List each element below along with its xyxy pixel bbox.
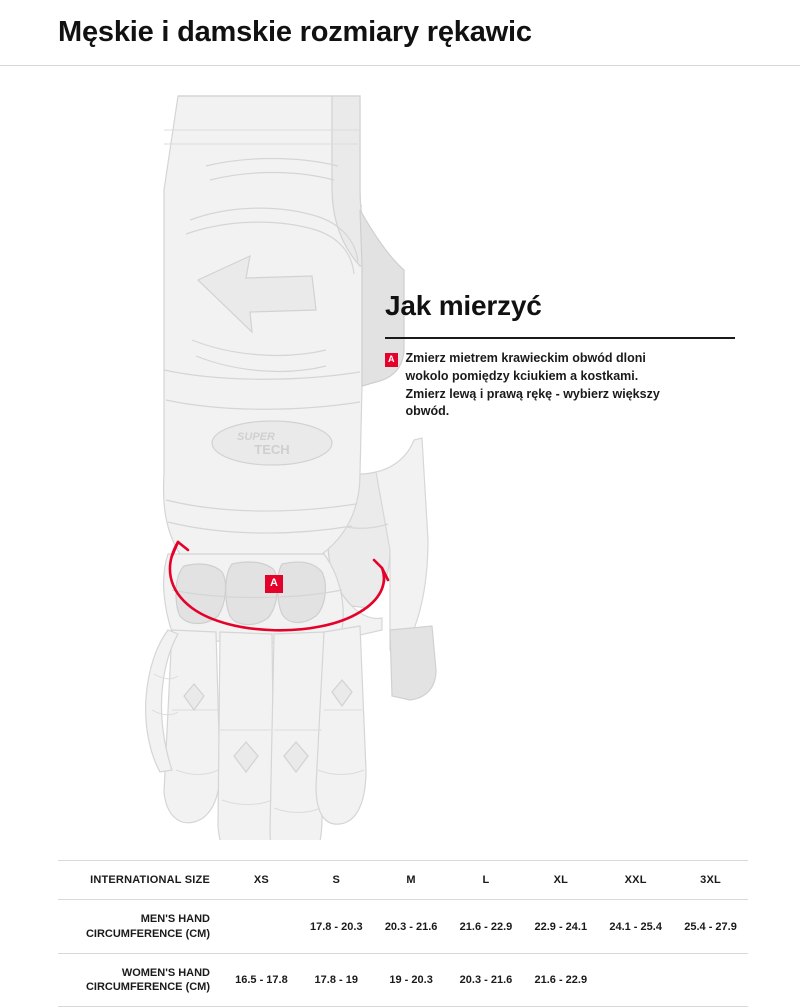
page-header xyxy=(0,0,800,66)
measurement-marker-a: A xyxy=(265,575,283,593)
size-header-m: M xyxy=(374,861,449,900)
glove-logo-line2: TECH xyxy=(254,442,290,457)
mens-value-xs xyxy=(224,900,299,954)
womens-value-3xl xyxy=(673,953,748,1007)
size-header-3xl: 3XL xyxy=(673,861,748,900)
size-header-s: S xyxy=(299,861,374,900)
glove-logo-line1: SUPER xyxy=(237,431,275,443)
glove-drawing xyxy=(60,70,460,840)
womens-value-l: 20.3 - 21.6 xyxy=(449,953,524,1007)
title-underline xyxy=(385,337,735,339)
row-label-international: INTERNATIONAL SIZE xyxy=(58,861,224,900)
row-label-mens-line1: MEN'S HAND xyxy=(140,913,210,926)
size-header-xxl: XXL xyxy=(598,861,673,900)
how-to-measure-text xyxy=(406,350,660,421)
glove-illustration xyxy=(60,70,460,840)
row-label-womens-line1: WOMEN'S HAND xyxy=(121,966,210,979)
table-row-mens xyxy=(58,900,748,954)
mens-value-3xl: 25.4 - 27.9 xyxy=(673,900,748,954)
row-label-womens-line2: CIRCUMFERENCE (CM) xyxy=(85,981,210,994)
mens-value-l: 21.6 - 22.9 xyxy=(449,900,524,954)
howto-line-2: wokolo pomiędzy kciukiem a kostkami. xyxy=(405,368,639,383)
how-to-measure-title: Jak mierzyć xyxy=(385,290,542,321)
row-label-womens xyxy=(58,953,224,1007)
row-label-mens xyxy=(58,900,224,954)
mens-value-xl: 22.9 - 24.1 xyxy=(523,900,598,954)
glove-fingers xyxy=(164,626,366,840)
womens-value-s: 17.8 - 19 xyxy=(299,953,374,1007)
mens-value-xxl: 24.1 - 25.4 xyxy=(598,900,673,954)
step-badge-a: A xyxy=(385,353,398,367)
table-row-sizes xyxy=(58,861,748,900)
size-header-l: L xyxy=(449,861,524,900)
womens-value-xl: 21.6 - 22.9 xyxy=(523,953,598,1007)
mens-value-s: 17.8 - 20.3 xyxy=(299,900,374,954)
size-header-xs: XS xyxy=(224,861,299,900)
size-chart-table xyxy=(58,860,748,1007)
glove-logo-badge xyxy=(212,421,332,465)
page-title: Męskie i damskie rozmiary rękawic xyxy=(58,16,532,48)
size-header-xl: XL xyxy=(523,861,598,900)
womens-value-m: 19 - 20.3 xyxy=(374,953,449,1007)
howto-line-4: obwód. xyxy=(405,404,450,419)
womens-value-xxl xyxy=(598,953,673,1007)
row-label-mens-line2: CIRCUMFERENCE (CM) xyxy=(85,927,210,940)
howto-line-1: Zmierz mietrem krawieckim obwód dloni xyxy=(405,351,646,365)
mens-value-m: 20.3 - 21.6 xyxy=(374,900,449,954)
table-row-womens xyxy=(58,953,748,1007)
womens-value-xs: 16.5 - 17.8 xyxy=(224,953,299,1007)
how-to-measure-section xyxy=(385,290,755,421)
howto-line-3: Zmierz lewą i prawą rękę - wybierz większy xyxy=(405,386,660,401)
